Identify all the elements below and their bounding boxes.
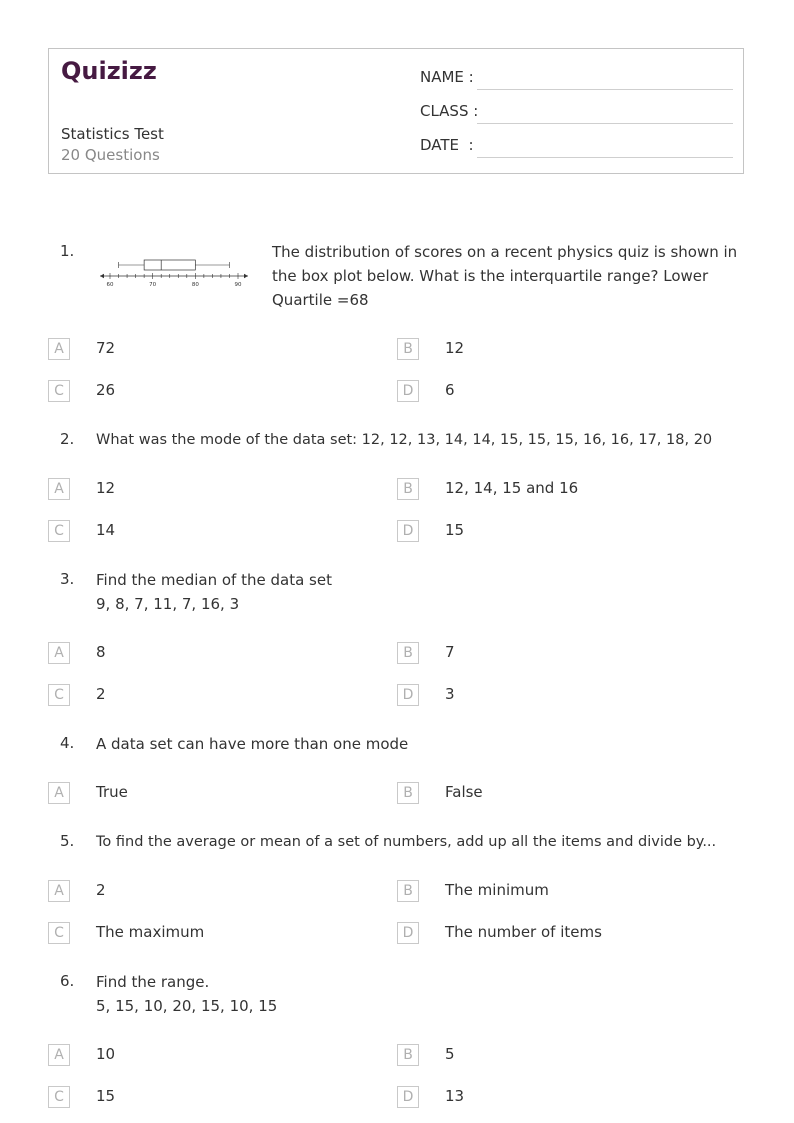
question-text: Find the range.	[96, 973, 210, 991]
option-b-text: 7	[445, 643, 455, 661]
question-text: A data set can have more than one mode	[96, 735, 409, 753]
axis-arrow-left	[100, 274, 104, 278]
question-number: 1.	[60, 242, 75, 260]
option-a-text: 12	[96, 479, 116, 497]
option-b-text: The minimum	[445, 881, 549, 899]
option-b-box[interactable]: B	[397, 478, 419, 500]
option-b-box[interactable]: B	[397, 338, 419, 360]
quizizz-logo: Quizizz	[61, 57, 157, 85]
option-b-box[interactable]: B	[397, 782, 419, 804]
option-d-text: 3	[445, 685, 455, 703]
date-line	[477, 157, 733, 158]
option-a-box[interactable]: A	[48, 880, 70, 902]
option-d-text: 15	[445, 521, 465, 539]
option-d-text: 6	[445, 381, 455, 399]
tick-label: 60	[106, 282, 114, 288]
axis-arrow-right	[244, 274, 248, 278]
question-data-line: 9, 8, 7, 11, 7, 16, 3	[96, 595, 240, 613]
option-b-text: 12, 14, 15 and 16	[445, 479, 579, 497]
option-d-box[interactable]: D	[397, 380, 419, 402]
option-b-box[interactable]: B	[397, 1044, 419, 1066]
date-label: DATE :	[420, 136, 474, 154]
tick-label: 70	[149, 282, 157, 288]
tick-label: 80	[191, 282, 199, 288]
question-number: 2.	[60, 430, 75, 448]
question-text: Find the median of the data set	[96, 571, 332, 589]
option-a-text: 72	[96, 339, 116, 357]
question-data-line: 5, 15, 10, 20, 15, 10, 15	[96, 997, 278, 1015]
question-number: 6.	[60, 972, 75, 990]
option-d-box[interactable]: D	[397, 922, 419, 944]
option-a-box[interactable]: A	[48, 338, 70, 360]
option-a-text: True	[96, 783, 128, 801]
question-text: The distribution of scores on a recent physics quiz is shown in the box plot below. What is the interquartile range? Lower Quartile =68	[272, 243, 738, 309]
question-number: 3.	[60, 570, 75, 588]
class-line	[477, 123, 733, 124]
option-a-box[interactable]: A	[48, 478, 70, 500]
option-a-text: 8	[96, 643, 106, 661]
option-d-text: 13	[445, 1087, 465, 1105]
iqr-box	[144, 260, 195, 270]
option-d-text: The number of items	[445, 923, 602, 941]
option-c-box[interactable]: C	[48, 1086, 70, 1108]
option-b-text: False	[445, 783, 483, 801]
option-c-box[interactable]: C	[48, 922, 70, 944]
option-c-box[interactable]: C	[48, 380, 70, 402]
option-c-box[interactable]: C	[48, 520, 70, 542]
name-label: NAME :	[420, 68, 474, 86]
option-a-text: 10	[96, 1045, 116, 1063]
box-plot	[98, 255, 250, 289]
option-d-box[interactable]: D	[397, 684, 419, 706]
option-c-text: 2	[96, 685, 106, 703]
worksheet-header	[48, 48, 744, 174]
option-a-box[interactable]: A	[48, 782, 70, 804]
option-b-box[interactable]: B	[397, 880, 419, 902]
question-count: 20 Questions	[61, 146, 160, 164]
option-c-text: 14	[96, 521, 116, 539]
class-label: CLASS :	[420, 102, 479, 120]
option-b-box[interactable]: B	[397, 642, 419, 664]
option-c-text: The maximum	[96, 923, 205, 941]
name-line	[477, 89, 733, 90]
option-a-text: 2	[96, 881, 106, 899]
question-number: 4.	[60, 734, 75, 752]
option-d-box[interactable]: D	[397, 1086, 419, 1108]
question-text: What was the mode of the data set: 12, 12, 13, 14, 14, 15, 15, 15, 16, 16, 17, 18, 20	[96, 432, 713, 448]
option-c-text: 26	[96, 381, 116, 399]
option-d-box[interactable]: D	[397, 520, 419, 542]
option-b-text: 5	[445, 1045, 455, 1063]
question-number: 5.	[60, 832, 75, 850]
test-title: Statistics Test	[61, 125, 164, 143]
option-c-text: 15	[96, 1087, 116, 1105]
option-c-box[interactable]: C	[48, 684, 70, 706]
tick-label: 90	[234, 282, 242, 288]
option-b-text: 12	[445, 339, 465, 357]
option-a-box[interactable]: A	[48, 1044, 70, 1066]
option-a-box[interactable]: A	[48, 642, 70, 664]
question-text: To find the average or mean of a set of numbers, add up all the items and divide by...	[96, 834, 717, 850]
